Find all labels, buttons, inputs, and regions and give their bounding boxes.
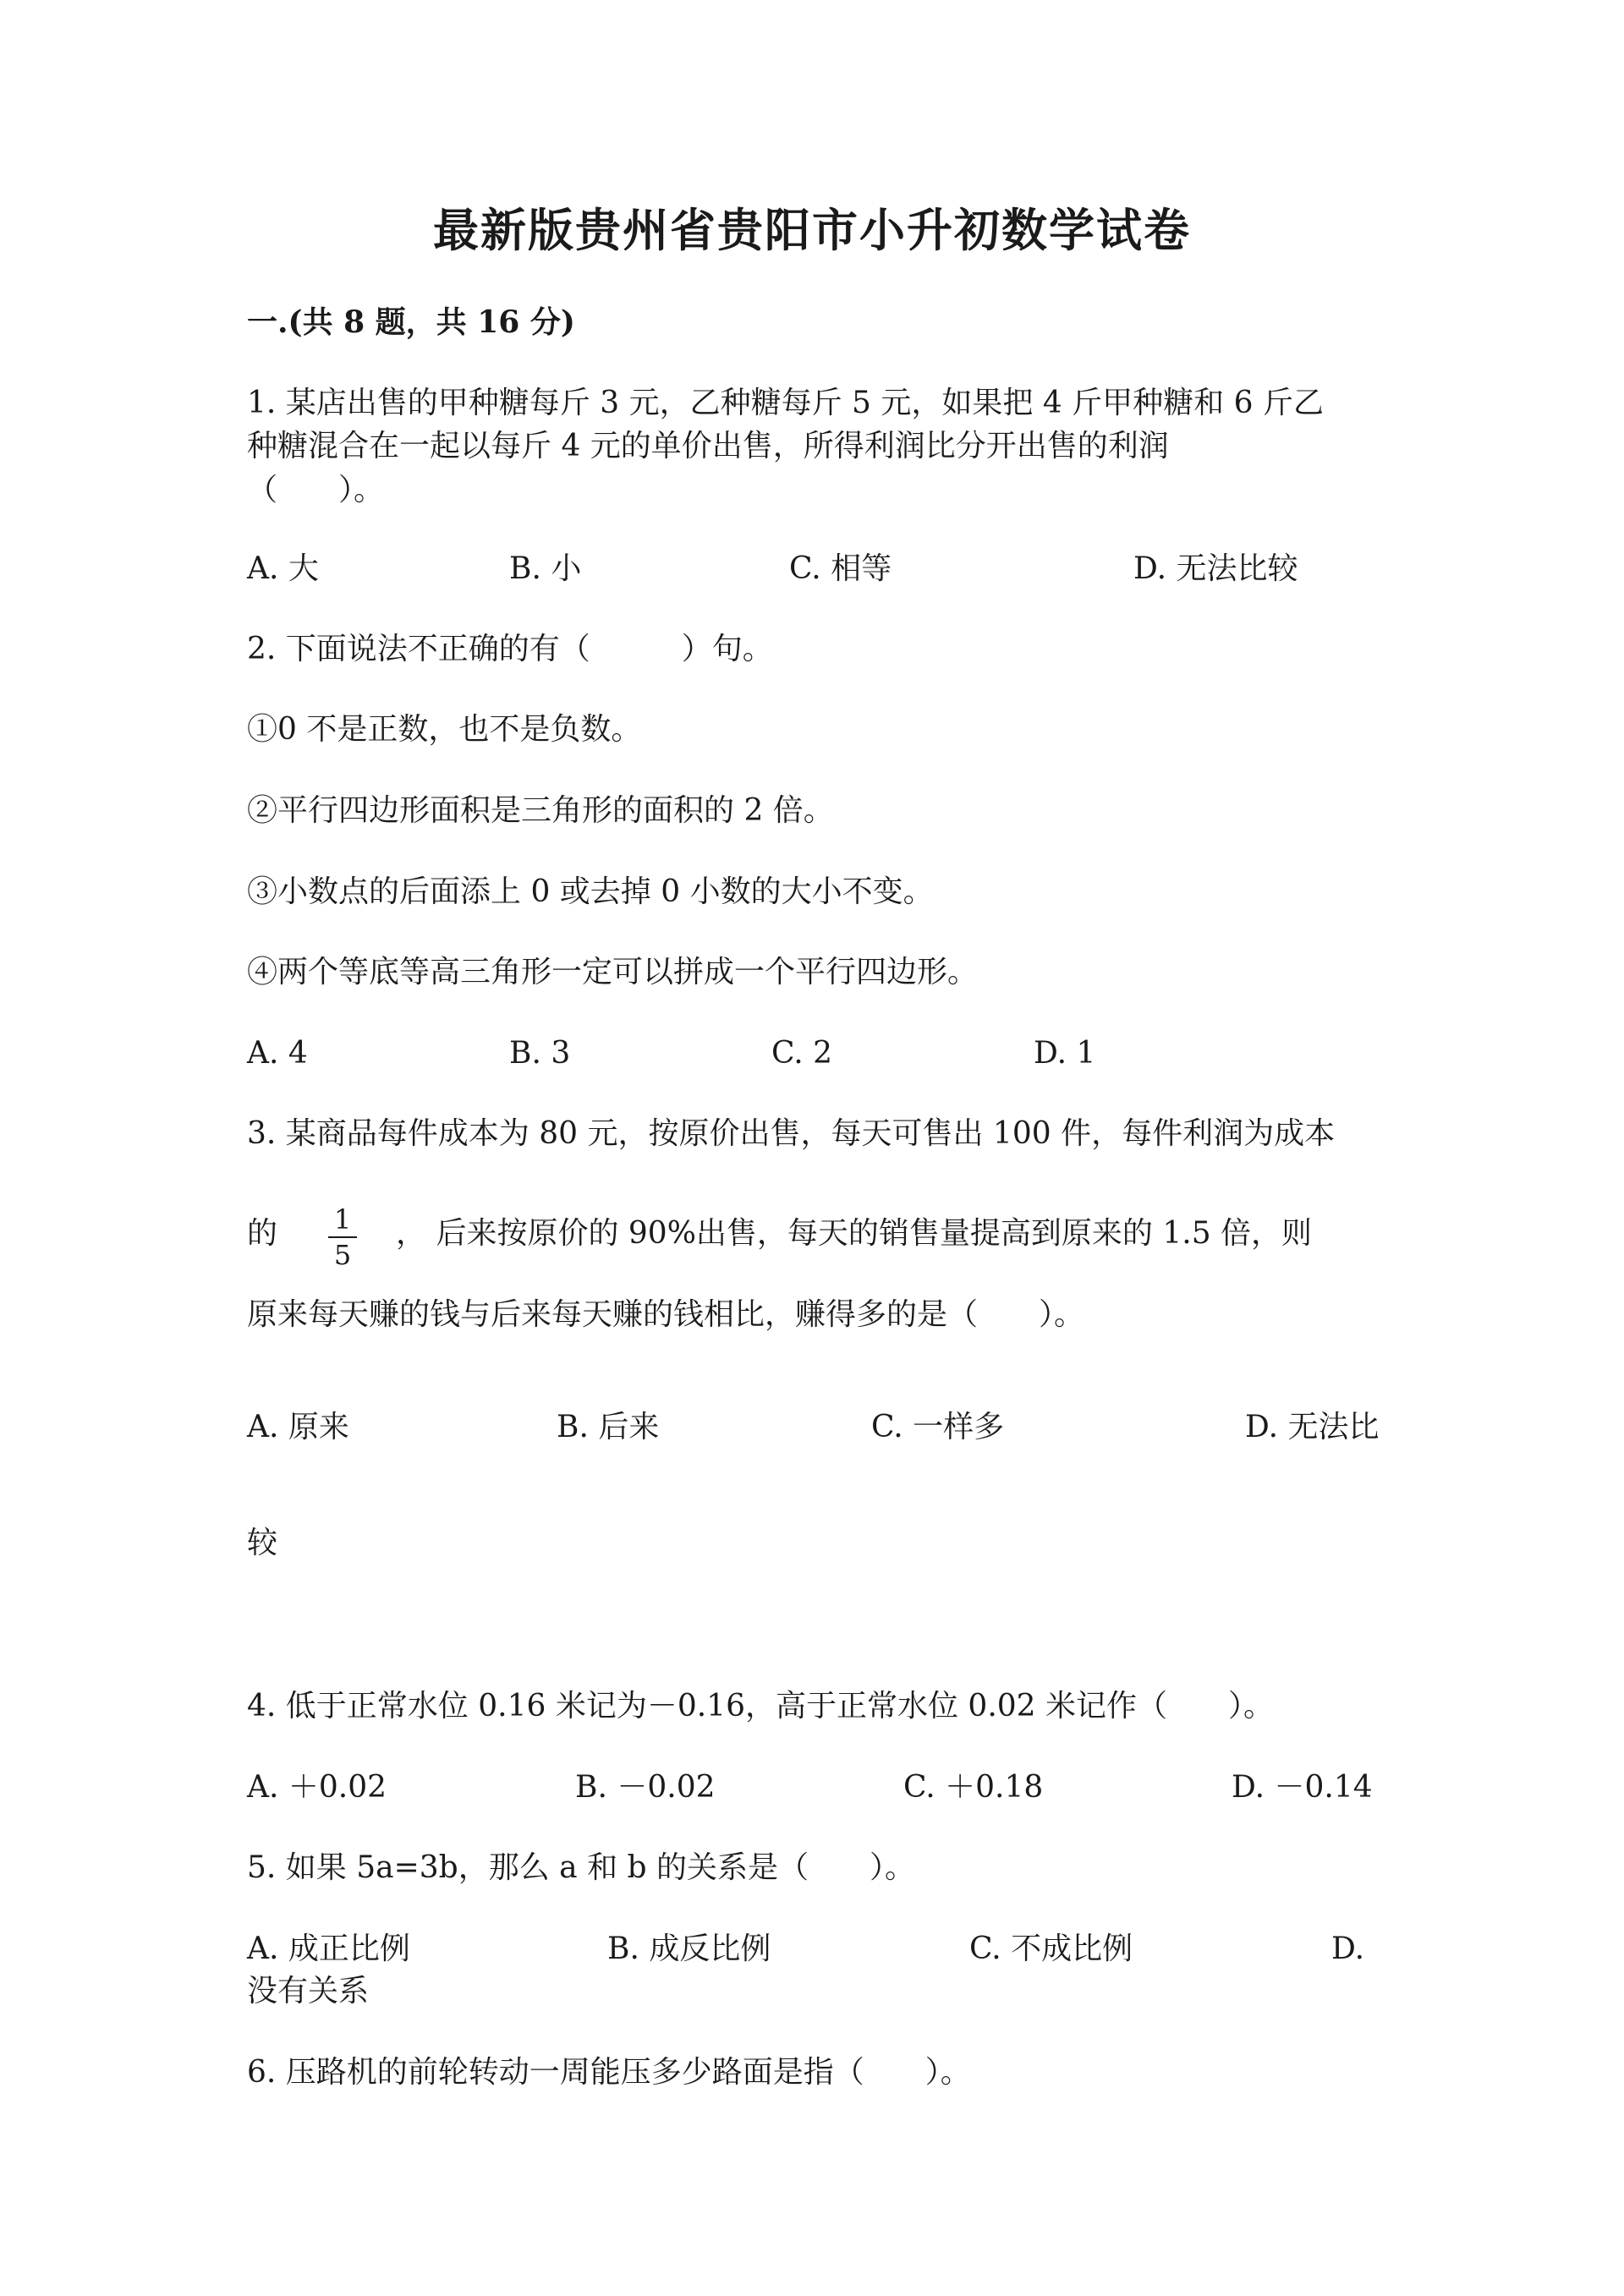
- q3-option-d: D. 无法比: [1245, 1410, 1380, 1444]
- q4-option-a: A. ＋0.02: [247, 1770, 387, 1805]
- q1-stem-line1: 1. 某店出售的甲种糖每斤 3 元，乙种糖每斤 5 元，如果把 4 斤甲种糖和 6 斤乙: [247, 386, 1324, 420]
- q2-option-b: B. 3: [509, 1036, 571, 1071]
- q6-stem: 6. 压路机的前轮转动一周能压多少路面是指（ ）。: [247, 2055, 971, 2090]
- q3-option-a: A. 原来: [247, 1410, 349, 1444]
- q3-option-d-wrap: 较: [247, 1526, 278, 1560]
- q5-option-d-wrap: 没有关系: [247, 1974, 370, 2008]
- fraction-denominator: 5: [333, 1239, 352, 1271]
- fraction-numerator: 1: [333, 1203, 352, 1236]
- q4-stem: 4. 低于正常水位 0.16 米记为－0.16，高于正常水位 0.02 米记作（ ）。: [247, 1689, 1275, 1723]
- q5-option-c: C. 不成比例: [969, 1932, 1133, 1966]
- q3-option-c: C. 一样多: [871, 1410, 1005, 1444]
- q1-option-b: B. 小: [509, 551, 582, 586]
- q2-option-a: A. 4: [247, 1036, 308, 1071]
- q4-option-b: B. －0.02: [575, 1770, 716, 1805]
- q2-stem: 2. 下面说法不正确的有（ ）句。: [247, 632, 773, 666]
- q3-stem-line1: 3. 某商品每件成本为 80 元，按原价出售，每天可售出 100 件，每件利润为成本: [247, 1116, 1336, 1151]
- q1-option-c: C. 相等: [789, 551, 892, 586]
- q1-option-a: A. 大: [247, 551, 319, 586]
- section-heading: 一.(共 8 题，共 16 分): [247, 304, 575, 340]
- q5-option-b: B. 成反比例: [607, 1932, 771, 1966]
- q2-statement-2: ②平行四边形面积是三角形的面积的 2 倍。: [247, 793, 834, 828]
- q1-option-d: D. 无法比较: [1133, 551, 1298, 586]
- q5-option-a: A. 成正比例: [247, 1932, 410, 1966]
- q2-option-c: C. 2: [771, 1036, 833, 1071]
- fraction-one-fifth: [328, 1204, 357, 1270]
- q2-option-d: D. 1: [1034, 1036, 1096, 1071]
- q3-option-b: B. 后来: [557, 1410, 660, 1444]
- q3-stem-line3: 原来每天赚的钱与后来每天赚的钱相比，赚得多的是（ ）。: [247, 1297, 1085, 1332]
- q1-stem-line3: （ ）。: [247, 473, 385, 507]
- fraction-bar: [328, 1236, 357, 1238]
- q5-stem: 5. 如果 5a=3b，那么 a 和 b 的关系是（ ）。: [247, 1850, 915, 1885]
- q2-statement-3: ③小数点的后面添上 0 或去掉 0 小数的大小不变。: [247, 874, 934, 909]
- q4-option-d: D. －0.14: [1232, 1770, 1373, 1805]
- q1-stem-line2: 种糖混合在一起以每斤 4 元的单价出售，所得利润比分开出售的利润: [247, 429, 1169, 463]
- page-title: 最新版贵州省贵阳市小升初数学试卷: [433, 203, 1191, 257]
- q3-stem-line2-start: 的: [247, 1216, 278, 1251]
- q2-statement-4: ④两个等底等高三角形一定可以拼成一个平行四边形。: [247, 955, 979, 989]
- q2-statement-1: ①0 不是正数，也不是负数。: [247, 712, 642, 747]
- q4-option-c: C. ＋0.18: [903, 1770, 1044, 1805]
- q3-stem-line2-end: ， 后来按原价的 90%出售，每天的销售量提高到原来的 1.5 倍，则: [396, 1216, 1313, 1251]
- q5-option-d: D.: [1331, 1932, 1365, 1966]
